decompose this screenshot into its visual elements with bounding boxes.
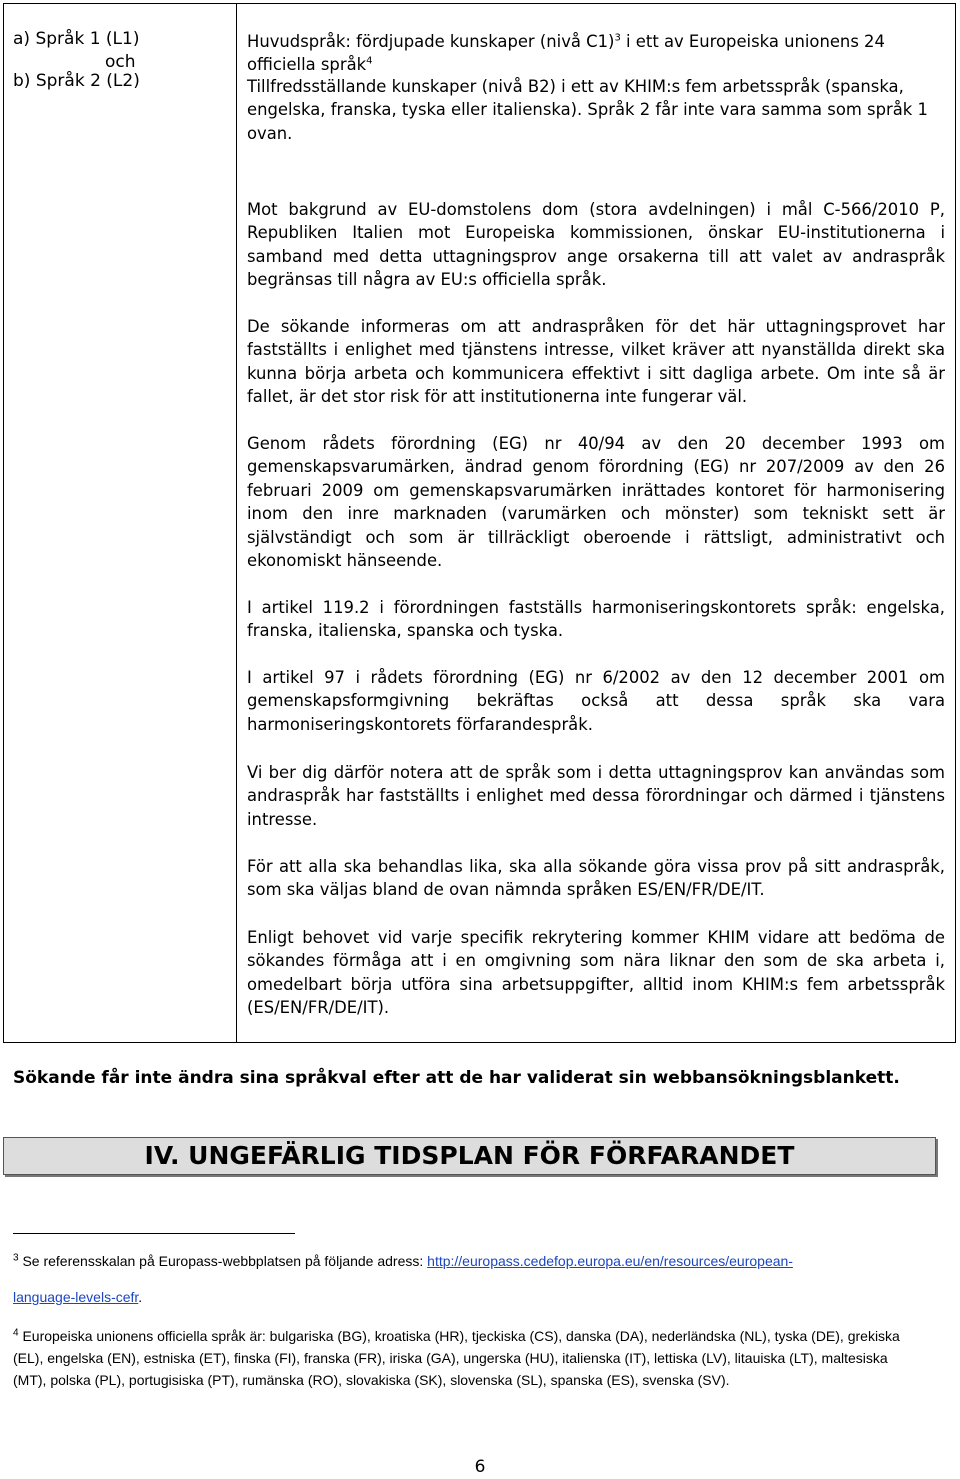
paragraph-regulation-40-94: Genom rådets förordning (EG) nr 40/94 av den 20 december 1993 om gemenskapsvarumärken, ändrad genom förordning (EG) nr 207/2009 av den 26 februari 2009 om gemenskapsvarumärken inrättades kontoret för harmonisering inom den inre marknaden (varumärken och mönster) som tekniskt sett är självständigt och som är tillräckligt oberoende i rättsligt, administrativt och ekonomiskt hänseende. xyxy=(247,434,945,571)
footnote-4: $^4$ Europeiska unionens officiella språk är: bulgariska (BG), kroatiska (HR), tjeckiska (CS), danska (DA), nederländska (NL), tyska (DE), grekiska (EL), engelska (EN), estniska (ET), finska (FI), franska (FR), iriska (GA), ungerska (HU), italienska (IT), lettiska (LV), litauiska (LT), maltesiska (MT), polska (PL), portugisiska (PT), rumänska (RO), slovakiska (SK), slovenska (SL), spanska (ES), svenska (SV). xyxy=(13,1327,900,1388)
paragraph-article-119: I artikel 119.2 i förordningen fastställs harmoniseringskontorets språk: engelska, franska, italienska, spanska och tyska. xyxy=(247,598,945,641)
paragraph-service-interest: De sökande informeras om att andraspråken för det här uttagningsprovet har fastställts i enlighet med tjänstens intresse, vilket kräver att nyanställda direkt ska kunna börja arbeta och kommunicera effektivt i sitt dagliga arbete. Om inte så är fallet, är det stor risk för att institutionerna inte fungerar väl. xyxy=(247,317,945,407)
language-2-description: Tillfredsställande kunskaper (nivå B2) i ett av KHIM:s fem arbetsspråk (spanska, engelska, franska, tyska eller italienska). Språk 2 får inte vara samma som språk 1 ovan. xyxy=(247,77,928,143)
paragraph-khim-assessment: Enligt behovet vid varje specifik rekrytering kommer KHIM vidare att bedöma de sökandes förmåga att i en omgivning som nära liknar den som de ska arbeta i, omedelbart börja utföra sina arbetsuppgifter, alltid inom KHIM:s fem arbetsspråk (ES/EN/FR/DE/IT). xyxy=(247,928,945,1018)
language-choice-notice: Sökande får inte ändra sina språkval efter att de har validerat sin webbansökningsblankett. xyxy=(13,1068,900,1088)
language-1-description: Huvudspråk: fördjupade kunskaper (nivå C1)$^3$ i ett av Europeiska unionens 24 officiella språk$^4$ xyxy=(247,32,885,75)
footnote-separator xyxy=(13,1233,295,1234)
paragraph-equal-treatment: För att alla ska behandlas lika, ska alla sökande göra vissa prov på sitt andraspråk, som ska väljas bland de ovan nämnda språken ES/EN/FR/DE/IT. xyxy=(247,857,945,900)
table-column-divider xyxy=(236,3,237,1043)
page-number: 6 xyxy=(474,1457,486,1477)
europass-link-continued[interactable]: language-levels-cefr xyxy=(13,1289,139,1305)
footnote-ref-3[interactable]: 3 xyxy=(614,32,621,44)
section-heading-text: IV. UNGEFÄRLIG TIDSPLAN FÖR FÖRFARANDET xyxy=(144,1141,795,1170)
language-1-label: a) Språk 1 (L1) xyxy=(13,29,140,49)
paragraph-article-97: I artikel 97 i rådets förordning (EG) nr 6/2002 av den 12 december 2001 om gemenskapsformgivning bekräftas också att dessa språk ska vara harmoniseringskontorets förfarandespråk. xyxy=(247,668,945,734)
paragraph-second-language-note: Vi ber dig därför notera att de språk som i detta uttagningsprov kan användas som andraspråk har fastställts i enlighet med dessa förordningar och därmed i tjänstens intresse. xyxy=(247,763,945,829)
language-label-cell xyxy=(13,28,139,74)
section-heading xyxy=(3,1137,936,1175)
europass-link[interactable]: http://europass.cedefop.europa.eu/en/resources/european- xyxy=(427,1253,793,1269)
paragraph-court-ruling: Mot bakgrund av EU-domstolens dom (stora avdelningen) i mål C-566/2010 P, Republiken Italien mot Europeiska kommissionen, önskar EU-institutionerna i samband med detta uttagningsprov ange orsakerna till att valet av andraspråk begränsas till några av EU:s officiella språk. xyxy=(247,200,945,290)
footnote-3-number: 3 xyxy=(13,1252,19,1264)
and-connector: och xyxy=(105,52,136,72)
footnote-ref-4[interactable]: 4 xyxy=(366,55,373,67)
footnote-3: $^3$ Se referensskalan på Europass-webbplatsen på följande adress: http://europass.cedefop.europa.eu/en/resources/european- language-levels-cefr. xyxy=(13,1252,793,1305)
footnote-4-number: 4 xyxy=(13,1327,19,1339)
language-2-label: b) Språk 2 (L2) xyxy=(13,71,140,91)
